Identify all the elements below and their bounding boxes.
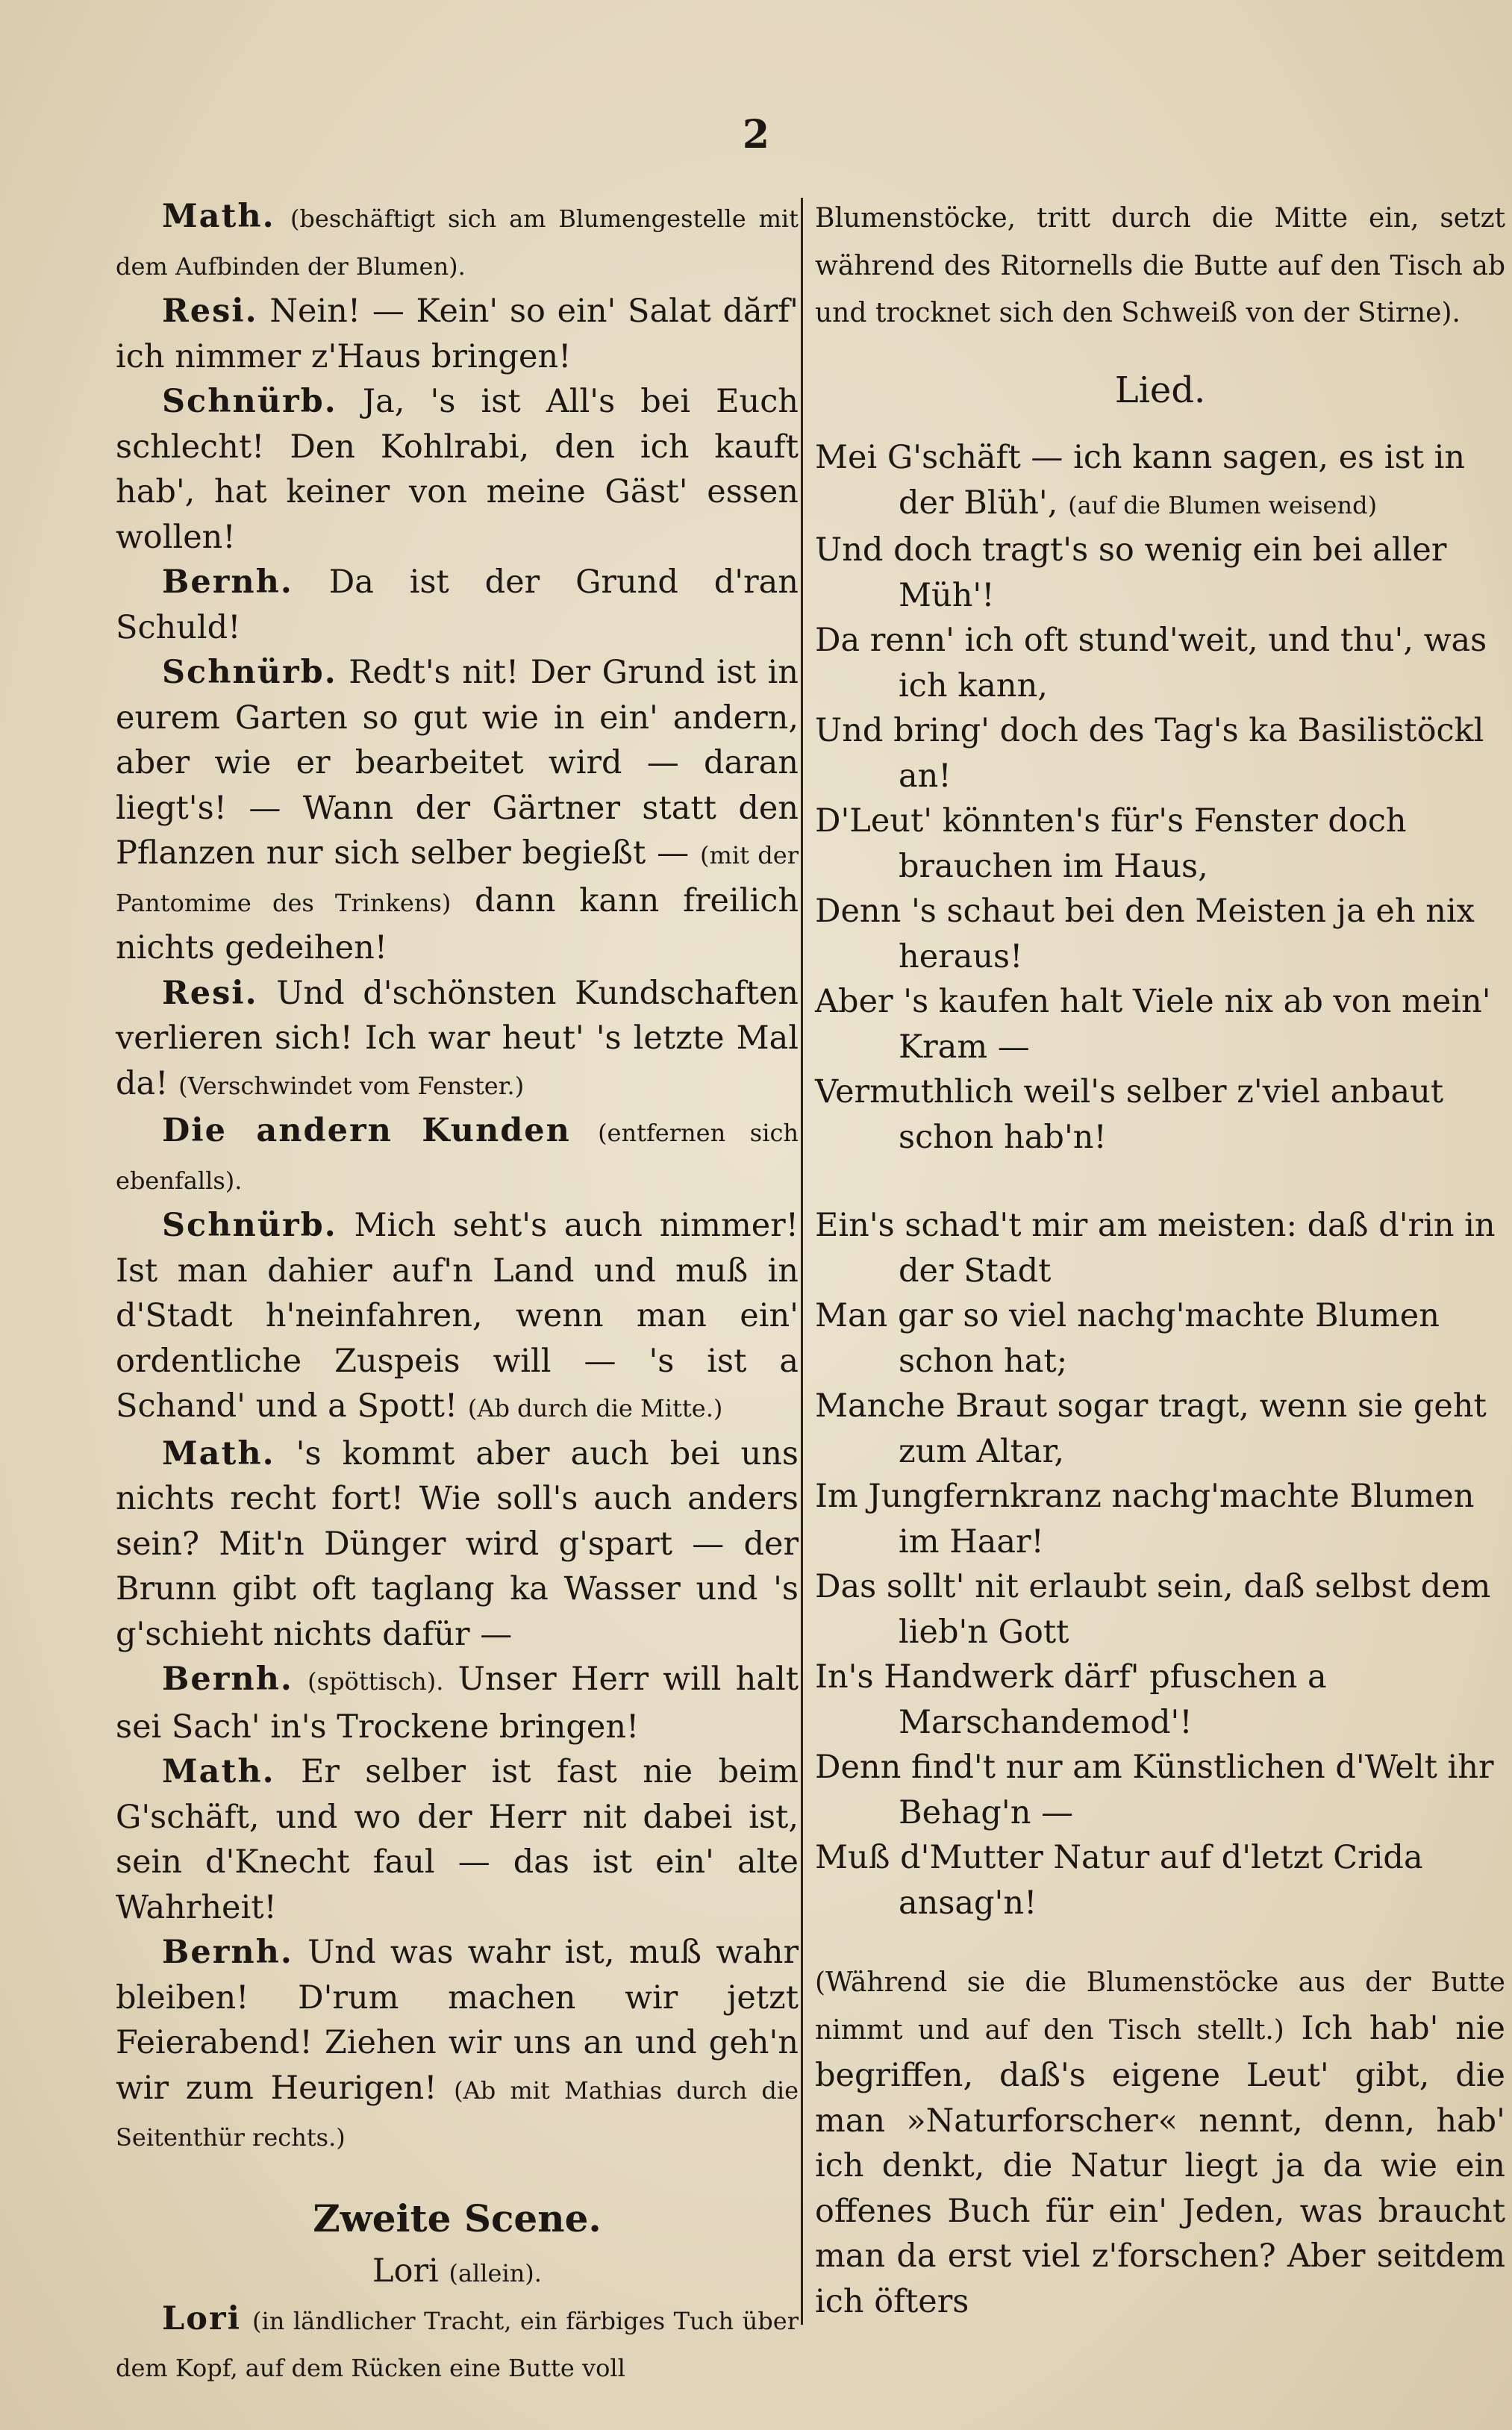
section-break xyxy=(815,1925,1505,1958)
speaker-name: Resi. xyxy=(162,974,258,1012)
dialogue: Und d'schönsten Kundschaften verlieren sich! Ich war heut' 's letzte Mal da! xyxy=(116,974,799,1102)
verse-line: Manche Braut sogar tragt, wenn sie geht zum Altar, xyxy=(815,1387,1487,1470)
stage-direction: (spöttisch). xyxy=(307,1667,444,1696)
dialogue: Unser Herr will halt sei Sach' in's Trockene bringen! xyxy=(116,1661,799,1746)
stage-direction: (beschäftigt sich am Blumengestelle mit dem Aufbinden der Blumen). xyxy=(116,204,799,281)
verse-line: Muß d'Mutter Natur auf d'letzt Crida ansag'n! xyxy=(815,1839,1423,1922)
stage-direction: (Verschwindet vom Fenster.) xyxy=(178,1071,525,1100)
speaker-name: Lori xyxy=(162,2299,241,2337)
paragraph xyxy=(116,289,799,379)
stage-direction: (Während sie die Blumenstöcke aus der Butte nimmt und auf den Tisch stellt.) xyxy=(815,1967,1505,2046)
stage-direction: (entfernen sich ebenfalls). xyxy=(116,1119,799,1195)
verse-line: Aber 's kaufen halt Viele nix ab von mein' Kram — xyxy=(815,983,1491,1066)
verse-line: Denn 's schaut bei den Meisten ja eh nix heraus! xyxy=(815,893,1475,975)
paragraph xyxy=(116,650,799,971)
dialogue: dann kann freilich nichts gedeihen! xyxy=(116,881,799,966)
speaker-name: Bernh. xyxy=(162,1934,293,1971)
paragraph xyxy=(116,1108,799,1203)
verse-text: Mei G'schäft — ich kann sagen, es ist in der Blüh', xyxy=(815,439,1466,522)
verse-line: Denn find't nur am Künstlichen d'Welt ihr Behag'n — xyxy=(815,1749,1494,1831)
dialogue: Und was wahr ist, muß wahr bleiben! D'rum machen wir jetzt Feierabend! Ziehen wir uns an und geh'n wir zum Heurigen! xyxy=(116,1934,799,2107)
stage-direction: Blumenstöcke, tritt durch die Mitte ein, setzt während des Ritornells die Butte auf den Tisch ab und trocknet sich den Schweiß von der Stirne). xyxy=(815,203,1505,328)
paragraph xyxy=(116,1657,799,1749)
dialogue: Er selber ist fast nie beim G'schäft, und wo der Herr nit dabei ist, sein d'Knecht faul — das ist ein' alte Wahrheit! xyxy=(116,1753,799,1926)
song-title: Lied. xyxy=(1114,369,1206,411)
page-number: 2 xyxy=(742,112,770,157)
stage-direction: (Ab mit Mathias durch die Seitenthür rechts.) xyxy=(116,2076,799,2152)
speaker-name: Schnürb. xyxy=(162,383,337,420)
verse-line: Vermuthlich weil's selber z'viel anbaut schon hab'n! xyxy=(815,1073,1444,1156)
right-column xyxy=(815,194,1505,2324)
speaker-name: Math. xyxy=(162,1434,275,1472)
column-divider xyxy=(801,198,803,2325)
verse-line: Das sollt' nit erlaubt sein, daß selbst dem lieb'n Gott xyxy=(815,1568,1491,1651)
dialogue: Mich seht's auch nimmer! Ist man dahier auf'n Land und muß in d'Stadt h'neinfahren, wenn man ein' ordentliche Zuspeis will — 's ist a Schand' und a Spott! xyxy=(116,1207,799,1425)
paragraph xyxy=(116,560,799,650)
paragraph xyxy=(116,1749,799,1930)
speaker-name: Math. xyxy=(162,1753,275,1790)
dialogue: Ja, 's ist All's bei Euch schlecht! Den Kohlrabi, den ich kauft hab', hat keiner von meine Gäst' essen wollen! xyxy=(116,383,799,556)
verse-line: D'Leut' könnten's für's Fenster doch brauchen im Haus, xyxy=(815,802,1407,885)
paragraph xyxy=(116,1930,799,2161)
dialogue: Da ist der Grund d'ran Schuld! xyxy=(116,563,799,646)
stage-direction: (mit der Pantomime des Trinkens) xyxy=(116,841,799,917)
verse-line xyxy=(815,435,1505,528)
speaker-name: Die andern Kunden xyxy=(162,1112,571,1149)
speaker-name: Resi. xyxy=(162,293,258,330)
stage-direction: (Ab durch die Mitte.) xyxy=(467,1394,723,1422)
dialogue: 's kommt aber auch bei uns nichts recht fort! Wie soll's auch anders sein? Mit'n Dünger wird g'spart — der Brunn gibt oft taglang ka Wasser und 's g'schieht nichts dafür — xyxy=(116,1434,799,1653)
scene-subheading xyxy=(116,2249,799,2296)
speaker-name: Bernh. xyxy=(162,563,293,601)
speaker-name: Bernh. xyxy=(162,1661,293,1698)
stage-direction: (in ländlicher Tracht, ein färbiges Tuch über dem Kopf, auf dem Rücken eine Butte voll xyxy=(116,2306,799,2382)
scene-heading: Zweite Scene. xyxy=(313,2196,602,2240)
character-name: Lori xyxy=(372,2252,439,2290)
paragraph xyxy=(116,1431,799,1658)
verse-line: Man gar so viel nachg'machte Blumen schon hat; xyxy=(815,1297,1440,1380)
dialogue: Nein! — Kein' so ein' Salat dărf' ich nimmer z'Haus bringen! xyxy=(116,293,799,375)
stage-direction: (auf die Blumen weisend) xyxy=(1068,490,1378,519)
paragraph xyxy=(116,1203,799,1431)
left-column xyxy=(116,194,799,2391)
paragraph xyxy=(815,1958,1505,2324)
paragraph xyxy=(116,379,799,560)
verse-line: In's Handwerk därf' pfuschen a Marschandemod'! xyxy=(815,1658,1327,1741)
paragraph xyxy=(116,2296,799,2391)
verse-line: Und doch tragt's so wenig ein bei aller Müh'! xyxy=(815,531,1447,614)
stanza-break xyxy=(815,1160,1505,1203)
dialogue: Redt's nit! Der Grund ist in eurem Garten so gut wie in ein' andern, aber wie er bearbeitet wird — daran liegt's! — Wann der Gärtner statt den Pflanzen nur sich selber begießt — xyxy=(116,654,799,872)
stage-direction: (allein). xyxy=(449,2259,542,2287)
dialogue: Ich hab' nie begriffen, daß's eigene Leut' gibt, die man »Naturforscher« nennt, denn, hab' ich denkt, die Natur liegt ja da wie ein offenes Buch für ein' Jeden, was braucht man da erst viel z'forschen? Aber seitdem ich öfters xyxy=(815,2009,1505,2320)
speaker-name: Schnürb. xyxy=(162,654,337,691)
verse-line: Da renn' ich oft stund'weit, und thu', was ich kann, xyxy=(815,622,1487,705)
paragraph xyxy=(116,194,799,289)
speaker-name: Schnürb. xyxy=(162,1207,337,1244)
verse-line: Und bring' doch des Tag's ka Basilistöckl an! xyxy=(815,712,1484,795)
verse-line: Ein's schad't mir am meisten: daß d'rin in der Stadt xyxy=(815,1207,1496,1290)
stage-direction-continued xyxy=(815,194,1505,337)
speaker-name: Math. xyxy=(162,198,275,235)
paragraph xyxy=(116,971,799,1109)
verse-line: Im Jungfernkranz nachg'machte Blumen im Haar! xyxy=(815,1478,1475,1561)
